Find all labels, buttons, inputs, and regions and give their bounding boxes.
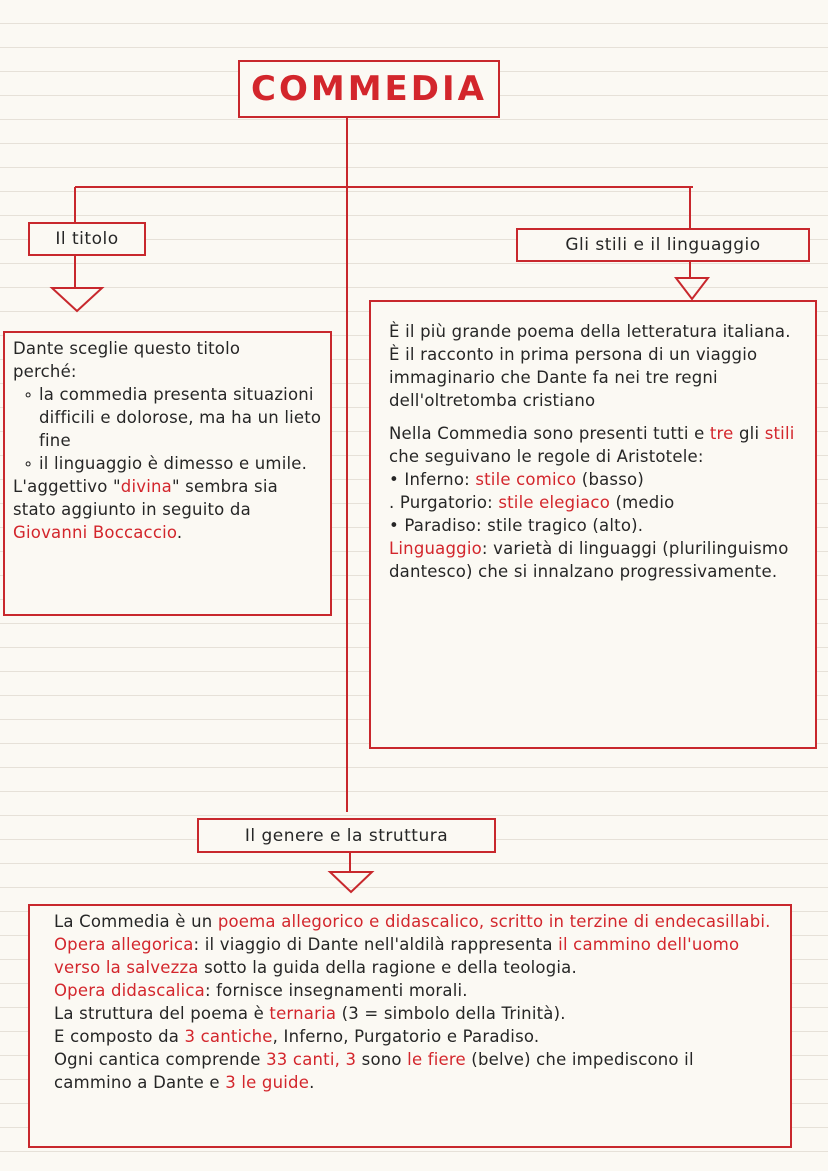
stili-bullet-inferno: [389, 468, 799, 491]
adj-author: Giovanni Boccaccio: [13, 523, 177, 542]
ling-b: : varietà di linguaggi (plurilinguismo dantesco) che si innalzano progressivamente.: [389, 539, 789, 581]
p3-a: Nella Commedia sono presenti tutti e: [389, 424, 710, 443]
circle-bullet-icon: ∘: [23, 385, 34, 404]
arrow-down-icon: [676, 278, 708, 299]
stili-p3: [389, 422, 799, 468]
l4-red: ternaria: [269, 1004, 337, 1023]
titolo-content-box: [3, 331, 332, 616]
dot-bullet-icon: .: [389, 493, 395, 512]
genere-line-4: [54, 1002, 776, 1025]
adj-pre: L'aggettivo ": [13, 477, 121, 496]
titolo-intro-1: Dante sceglie questo titolo: [13, 339, 241, 358]
b2-a: Purgatorio:: [399, 493, 499, 512]
stili-bullet-paradiso: [389, 514, 799, 537]
title-box: [238, 60, 500, 118]
l2-red: Opera allegorica: [54, 935, 194, 954]
stili-p2: È il racconto in prima persona di un viaggio immaginario che Dante fa nei tre regni dell'oltretomba cristiano: [389, 345, 758, 410]
l2-b: sotto la guida della ragione e della teologia.: [198, 958, 577, 977]
genere-line-2: [54, 933, 776, 979]
genere-label-box: [197, 818, 496, 853]
titolo-bullet-2-text: il linguaggio è dimesso e umile.: [39, 454, 308, 473]
l6-red2: le fiere: [407, 1050, 466, 1069]
titolo-bullet-1: [13, 383, 322, 452]
p3-c: che seguivano le regole di Aristotele:: [389, 447, 704, 466]
l6-a: Ogni cantica comprende: [54, 1050, 267, 1069]
b3-a: Paradiso: stile tragico (alto).: [404, 516, 644, 535]
l4-a: La struttura del poema è: [54, 1004, 270, 1023]
page-title: COMMEDIA: [251, 69, 487, 109]
l1-a: La Commedia è un: [54, 912, 218, 931]
arrow-down-icon: [52, 288, 102, 311]
adj-post: " sembra sia stato aggiunto in seguito da: [13, 477, 278, 519]
b1-a: Inferno:: [404, 470, 476, 489]
stili-content-box: [369, 300, 817, 749]
adj-end: .: [176, 523, 183, 542]
titolo-label: Il titolo: [55, 229, 119, 249]
l2-red2: il cammino dell'uomo verso la salvezza: [54, 935, 740, 977]
stili-linguaggio: [389, 537, 799, 583]
l1-red: poema allegorico e didascalico, scritto in terzine di endecasillabi.: [217, 912, 771, 931]
b2-b: (medio: [610, 493, 675, 512]
genere-line-5: [54, 1025, 776, 1048]
p3-red1: tre: [709, 424, 734, 443]
dot-bullet-icon: •: [389, 470, 399, 489]
genere-label: Il genere e la struttura: [244, 825, 449, 846]
l4-b: (3 = simbolo della Trinità).: [336, 1004, 566, 1023]
circle-bullet-icon: ∘: [23, 454, 34, 473]
l6-b: sono: [356, 1050, 408, 1069]
l5-a: E composto da: [54, 1027, 185, 1046]
genere-line-1: [54, 910, 776, 933]
titolo-aggettivo: [13, 475, 322, 544]
dot-bullet-icon: •: [389, 516, 399, 535]
titolo-bullet-2: [13, 452, 322, 475]
ling-red: Linguaggio: [389, 539, 482, 558]
genere-line-3: [54, 979, 776, 1002]
stili-label: Gli stili e il linguaggio: [565, 235, 761, 255]
l3-a: : fornisce insegnamenti morali.: [204, 981, 468, 1000]
genere-line-6: [54, 1048, 776, 1094]
stili-p1: È il più grande poema della letteratura italiana.: [389, 322, 791, 341]
b1-red: stile comico: [475, 470, 577, 489]
l6-red3: 3 le guide: [225, 1073, 310, 1092]
p3-b: gli: [733, 424, 765, 443]
l5-red: 3 cantiche: [184, 1027, 273, 1046]
l5-b: , Inferno, Purgatorio e Paradiso.: [272, 1027, 540, 1046]
l2-a: : il viaggio di Dante nell'aldilà rappresenta: [193, 935, 559, 954]
stili-label-box: [516, 228, 810, 262]
p3-red2: stili: [764, 424, 795, 443]
arrow-down-icon: [330, 872, 372, 892]
b2-red: stile elegiaco: [498, 493, 610, 512]
l3-red: Opera didascalica: [54, 981, 205, 1000]
titolo-intro-2: perché:: [13, 362, 77, 381]
titolo-bullet-1-text: la commedia presenta situazioni difficili e dolorose, ma ha un lieto fine: [39, 385, 322, 450]
l6-d: .: [309, 1073, 315, 1092]
b1-b: (basso): [576, 470, 644, 489]
l6-c: (belve) che impediscono il cammino a Dante e: [54, 1050, 694, 1092]
titolo-label-box: [28, 222, 146, 256]
stili-bullet-purgatorio: [389, 491, 799, 514]
adj-red: divina: [120, 477, 172, 496]
l6-red: 33 canti, 3: [266, 1050, 357, 1069]
genere-content-box: [28, 904, 792, 1148]
